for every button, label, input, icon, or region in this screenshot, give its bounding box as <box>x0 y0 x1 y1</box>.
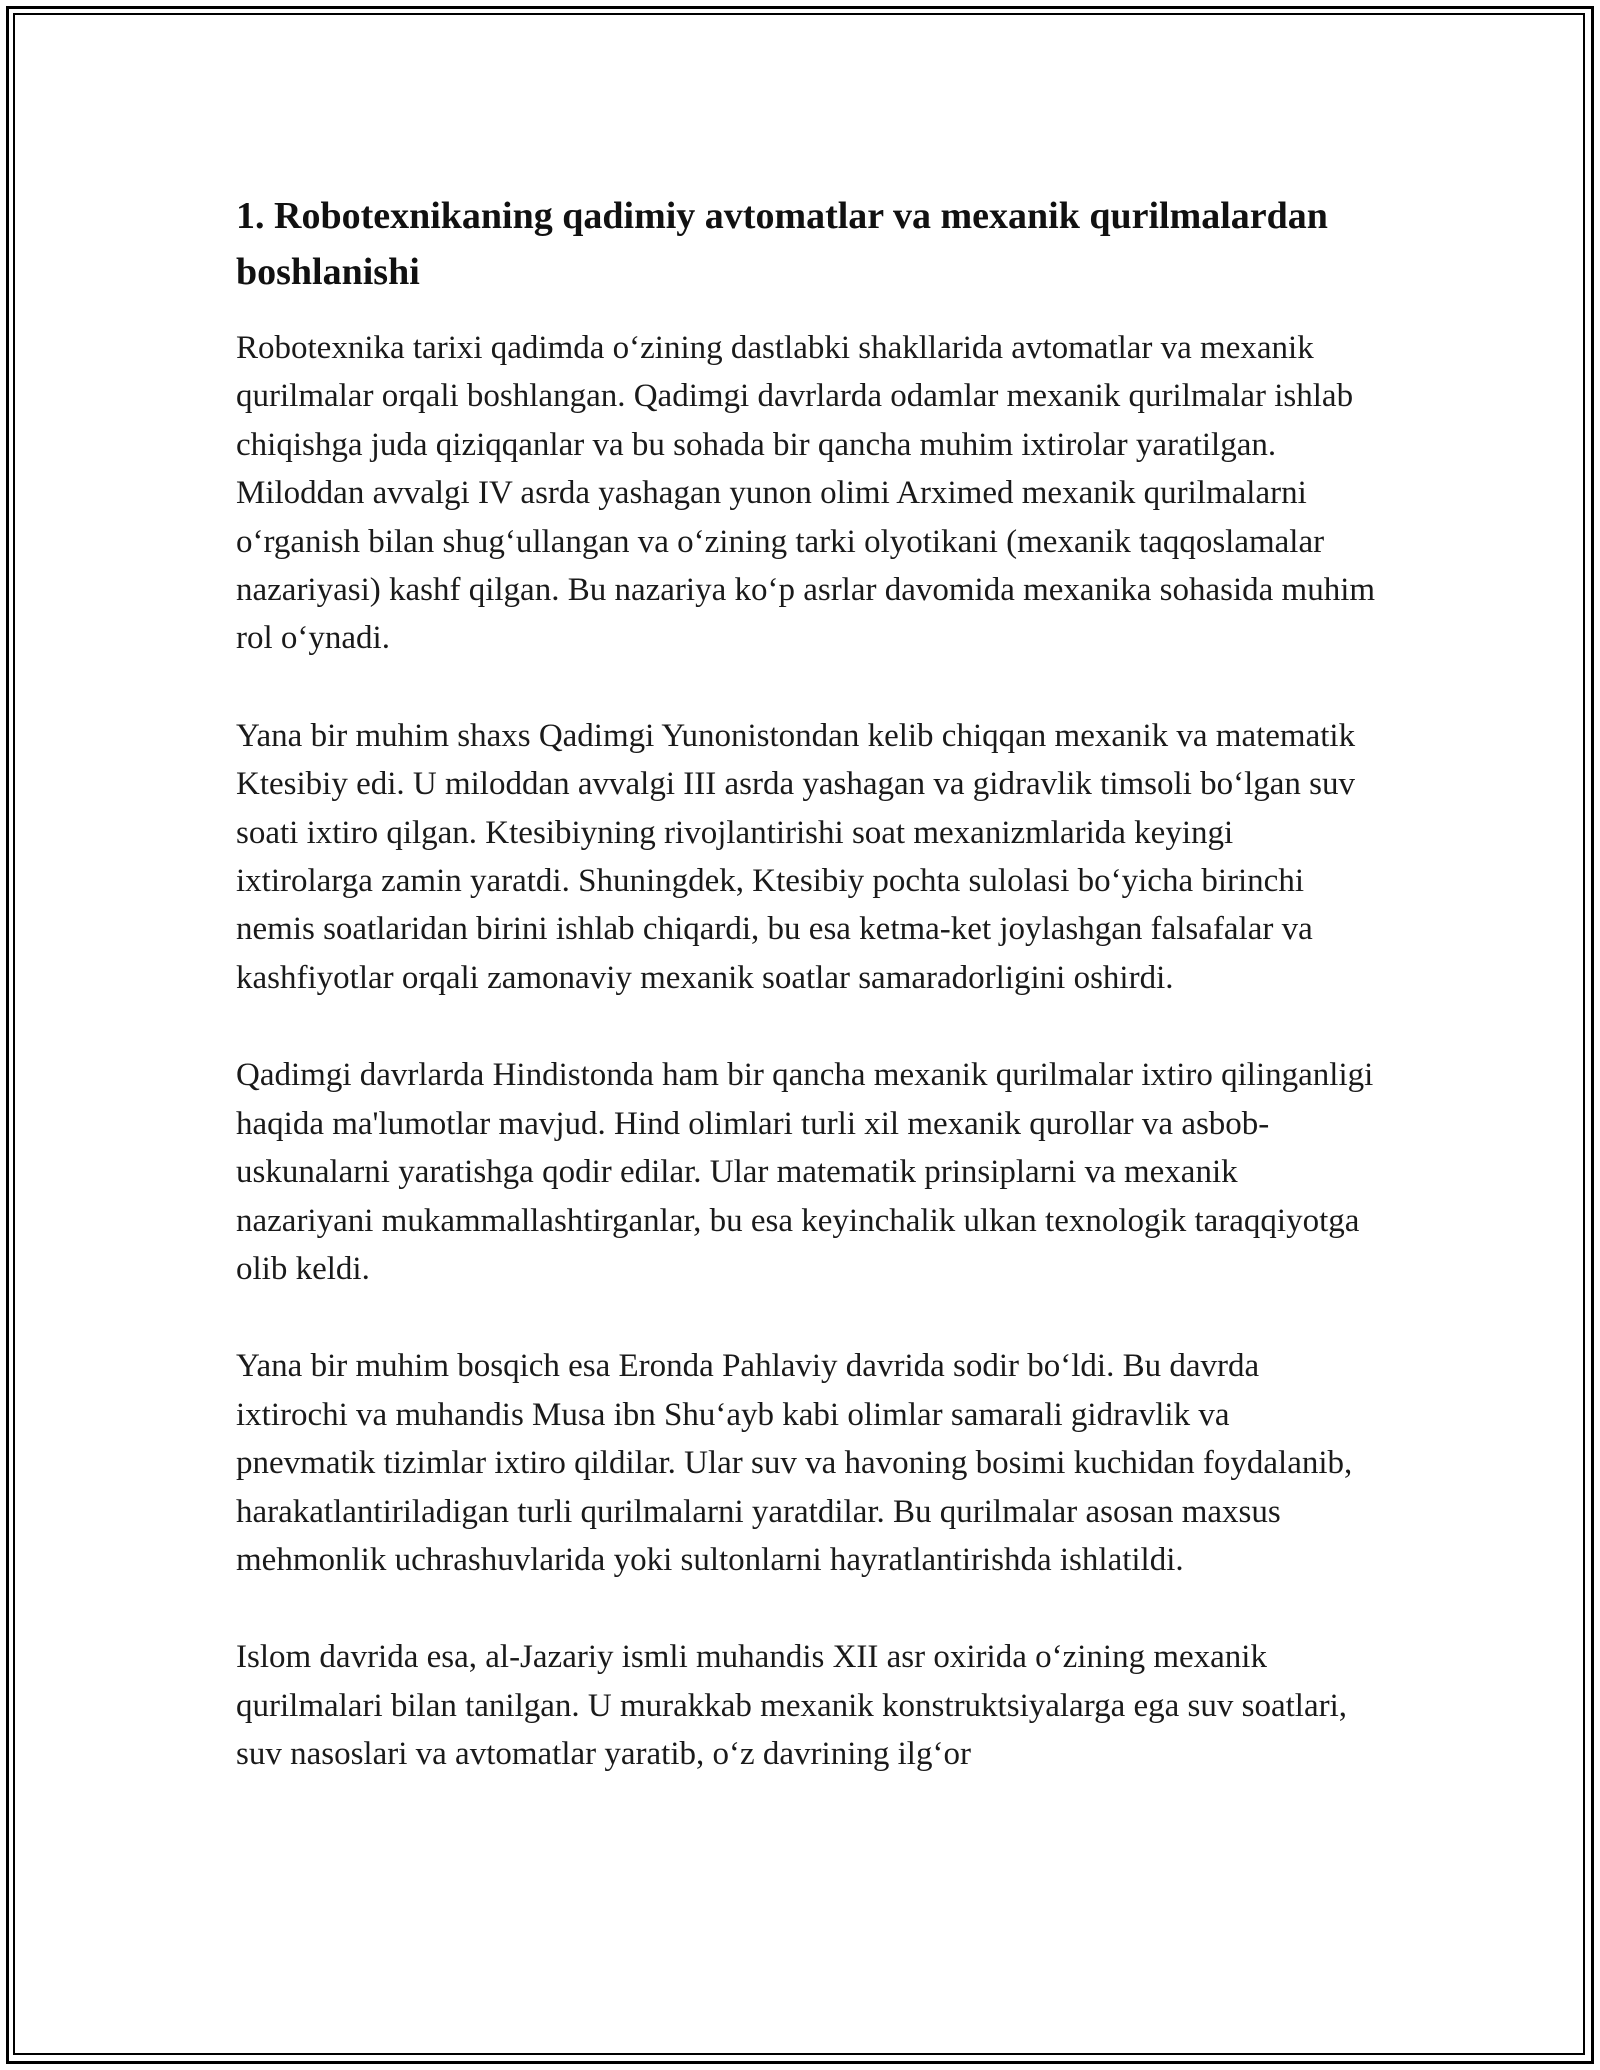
paragraph-5: Islom davrida esa, al-Jazariy ismli muhandis XII asr oxirida o‘zining mexanik qurilmalari bilan tanilgan. U murakkab mexanik konstruktsiyalarga ega suv soatlari, suv nasoslari va avtomatlar yaratib, o‘z davrining ilg‘or <box>236 1639 1348 1773</box>
section-heading: 1. Robotexnikaning qadimiy avtomatlar va mexanik qurilmalardan boshlanishi <box>236 195 1328 293</box>
paragraph-2: Yana bir muhim shaxs Qadimgi Yunonistondan kelib chiqqan mexanik va matematik Ktesibiy edi. U miloddan avvalgi III asrda yashagan va gidravlik timsoli bo‘lgan suv soati ixtiro qilgan. Ktesibiyning rivojlantirishi soat mexanizmlarida keyingi ixtirolarga zamin yaratdi. Shuningdek, Ktesibiy pochta sulolasi bo‘yicha birinchi nemis soatlaridan birini ishlab chiqardi, bu esa ketma-ket joylashgan falsafalar va kashfiyotlar orqali zamonaviy mexanik soatlar samaradorligini oshirdi. <box>236 717 1356 996</box>
paragraph-4: Yana bir muhim bosqich esa Eronda Pahlaviy davrida sodir bo‘ldi. Bu davrda ixtirochi va muhandis Musa ibn Shu‘ayb kabi olimlar samarali gidravlik va pnevmatik tizimlar ixtiro qildilar. Ular suv va havoning bosimi kuchidan foydalanib, harakatlantiriladigan turli qurilmalarni yaratdilar. Bu qurilmalar asosan maxsus mehmonlik uchrashuvlarida yoki sultonlarni hayratlantirishda ishlatildi. <box>236 1348 1353 1578</box>
paragraph-1: Robotexnika tarixi qadimda o‘zining dastlabki shakllarida avtomatlar va mexanik qurilmalar orqali boshlangan. Qadimgi davrlarda odamlar mexanik qurilmalar ishlab chiqishga juda qiziqqanlar va bu sohada bir qancha muhim ixtirolar yaratilgan. Miloddan avvalgi IV asrda yashagan yunon olimi Arximed mexanik qurilmalarni o‘rganish bilan shug‘ullangan va o‘zining tarki olyotikani (mexanik taqqoslamalar nazariyasi) kashf qilgan. Bu nazariya ko‘p asrlar davomida mexanika sohasida muhim rol o‘ynadi. <box>236 330 1376 657</box>
document-page <box>236 188 1376 1828</box>
paragraph-3: Qadimgi davrlarda Hindistonda ham bir qancha mexanik qurilmalar ixtiro qilinganligi haqida ma'lumotlar mavjud. Hind olimlari turli xil mexanik qurollar va asbob-uskunalarni yaratishga qodir edilar. Ular matematik prinsiplarni va mexanik nazariyani mukammallashtirganlar, bu esa keyinchalik ulkan texnologik taraqqiyotga olib keldi. <box>236 1057 1374 1287</box>
